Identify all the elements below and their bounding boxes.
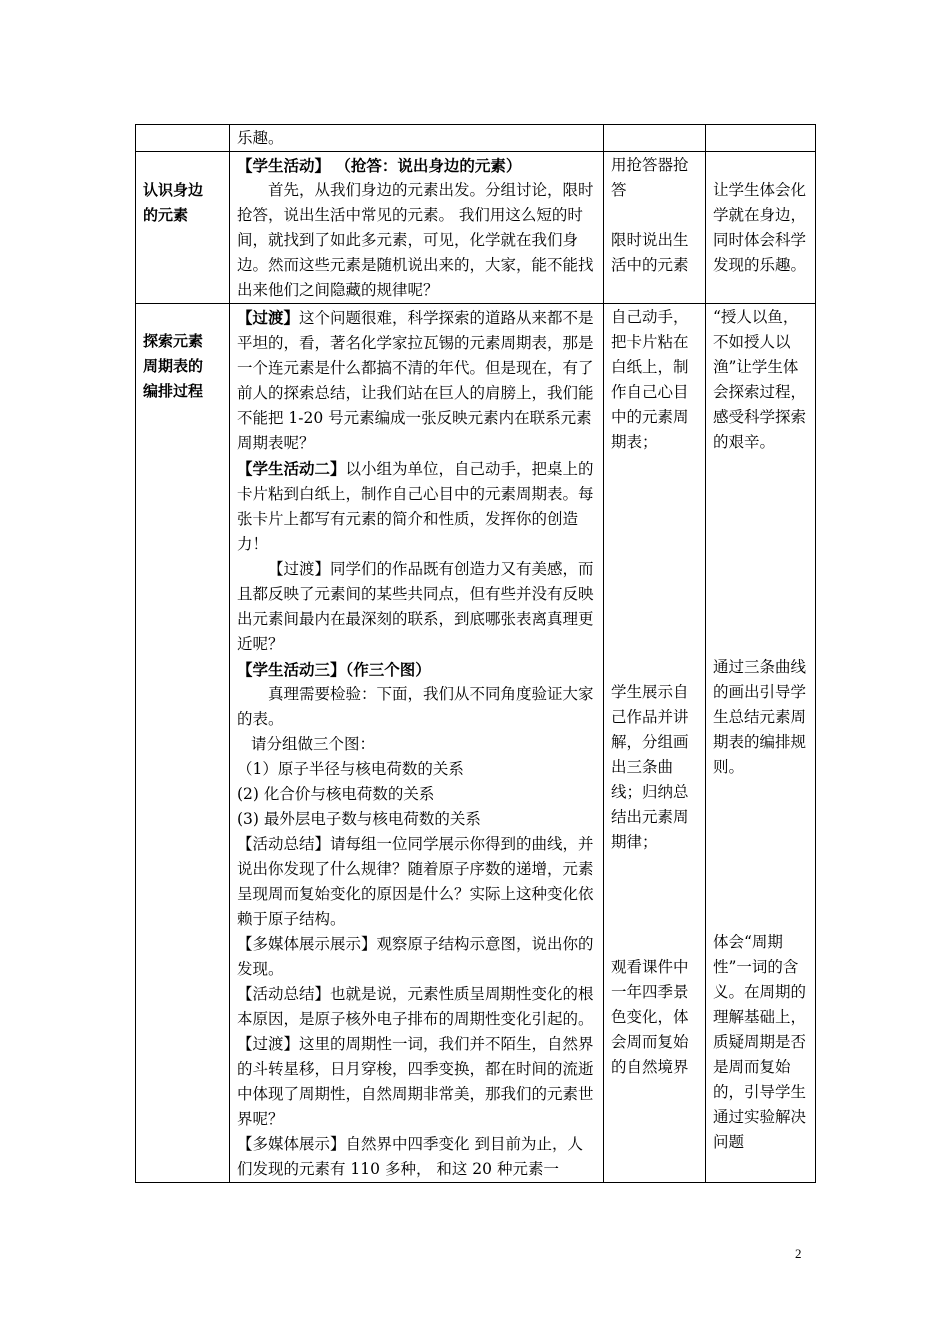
student-activity-text: 学生展示自己作品并讲解，分组画出三条曲线；归纳总结出元素周期律； xyxy=(611,683,689,851)
section-tag: 【过渡】 xyxy=(237,1035,300,1053)
student-activity-text: 自己动手，把卡片粘在白纸上，制作自己心目中的元素周期表； xyxy=(611,308,689,451)
paragraph: 首先，从我们身边的元素出发。分组讨论，限时抢答，说出生活中常见的元素。 我们用这么短的时间，就找到了如此多元素，可见，化学就在我们身边。然而这些元素是随机说出来的，大家，能不能找出来他们之间隐藏的规律呢？ xyxy=(237,181,594,299)
section-tag: 【多媒体展示展示】 xyxy=(237,935,377,953)
paragraph: 【多媒体展示】自然界中四季变化 到目前为止，人们发现的元素有 110 多种， 和这 20 种元素一 xyxy=(237,1135,583,1178)
section-tag: 【多媒体展示】 xyxy=(237,1135,346,1153)
table-row xyxy=(136,152,816,304)
content-cell xyxy=(230,152,604,304)
paragraph: 【过渡】同学们的作品既有创造力又有美感，而且都反映了元素间的某些共同点，但有些并没有反映出元素间最内在最深刻的联系，到底哪张表离真理更近呢？ xyxy=(237,560,594,653)
section-tag: 【过渡】 xyxy=(237,308,300,327)
student-activity-cell xyxy=(604,304,706,1183)
phase-title-line: 认识身边 xyxy=(143,181,204,199)
paragraph: 【学生活动二】以小组为单位，自己动手，把桌上的卡片粘到白纸上，制作自己心目中的元素周期表。每张卡片上都写有元素的简介和性质，发挥你的创造力！ xyxy=(237,459,594,553)
page-number: 2 xyxy=(795,1246,802,1261)
paragraph: 真理需要检验：下面，我们从不同角度验证大家的表。 xyxy=(237,685,594,728)
student-activity-cell xyxy=(604,152,706,304)
section-tag: 【过渡】 xyxy=(268,560,331,578)
phase-title-line: 周期表的 xyxy=(143,357,204,375)
phase-title-line: 探索元素 xyxy=(143,332,204,350)
lesson-plan-table xyxy=(135,124,816,1183)
paragraph: 【过渡】这个问题很难，科学探索的道路从来都不是平坦的，看，著名化学家拉瓦锡的元素周期表，那是一个连元素是什么都搞不清的年代。但是现在，有了前人的探索总结，让我们站在巨人的肩膀上，我们能不能把 1-20 号元素编成一张反映元素内在联系元素周期表呢？ xyxy=(237,308,594,452)
activity-heading: 【学生活动三】（作三个图） xyxy=(237,660,431,679)
design-intent-text: 让学生体会化学就在身边，同时体会科学发现的乐趣。 xyxy=(713,181,807,274)
list-item: (3) 最外层电子数与核电荷数的关系 xyxy=(237,810,481,828)
phase-cell xyxy=(136,152,230,304)
design-intent-cell xyxy=(706,125,816,152)
list-item: (2) 化合价与核电荷数的关系 xyxy=(237,785,435,803)
phase-title-line: 编排过程 xyxy=(143,382,204,400)
student-activity-cell xyxy=(604,125,706,152)
design-intent-text: 通过三条曲线的画出引导学生总结元素周期表的编排规则。 xyxy=(713,658,807,776)
student-activity-text: 限时说出生活中的元素 xyxy=(611,231,689,274)
activity-heading: 【学生活动】 （抢答：说出身边的元素） xyxy=(237,156,522,175)
section-tag: 【活动总结】 xyxy=(237,835,331,853)
paragraph: 请分组做三个图： xyxy=(251,735,376,753)
phase-title-line: 的元素 xyxy=(143,206,189,224)
design-intent-text: 体会“周期性”一词的含义。在周期的理解基础上，质疑周期是否是周而复始的，引导学生通过实验解决问题 xyxy=(713,933,807,1151)
paragraph: 【过渡】这里的周期性一词，我们并不陌生，自然界的斗转星移，日月穿梭，四季变换，都在时间的流逝中体现了周期性，自然周期非常美，那我们的元素世界呢？ xyxy=(237,1035,594,1128)
content-text: 乐趣。 xyxy=(237,129,284,147)
paragraph: 【活动总结】也就是说，元素性质呈周期性变化的根本原因，是原子核外电子排布的周期性变化引起的。 xyxy=(237,985,594,1028)
paragraph: 【活动总结】请每组一位同学展示你得到的曲线，并说出你发现了什么规律？随着原子序数的递增，元素呈现周而复始变化的原因是什么？实际上这种变化依赖于原子结构。 xyxy=(237,835,594,928)
design-intent-text: “授人以鱼，不如授人以渔”让学生体会探索过程，感受科学探索的艰辛。 xyxy=(713,308,807,451)
section-tag: 【学生活动二】 xyxy=(237,459,346,478)
design-intent-cell xyxy=(706,304,816,1183)
student-activity-text: 用抢答器抢答 xyxy=(611,156,689,199)
phase-cell xyxy=(136,304,230,1183)
list-item: （1）原子半径与核电荷数的关系 xyxy=(237,760,464,778)
design-intent-cell xyxy=(706,152,816,304)
table-row xyxy=(136,125,816,152)
table-row xyxy=(136,304,816,1183)
student-activity-text: 观看课件中一年四季景色变化，体会周而复始的自然境界 xyxy=(611,958,689,1076)
phase-cell xyxy=(136,125,230,152)
content-cell xyxy=(230,304,604,1183)
content-cell xyxy=(230,125,604,152)
paragraph: 【多媒体展示展示】观察原子结构示意图，说出你的发现。 xyxy=(237,935,594,978)
section-tag: 【活动总结】 xyxy=(237,985,331,1003)
